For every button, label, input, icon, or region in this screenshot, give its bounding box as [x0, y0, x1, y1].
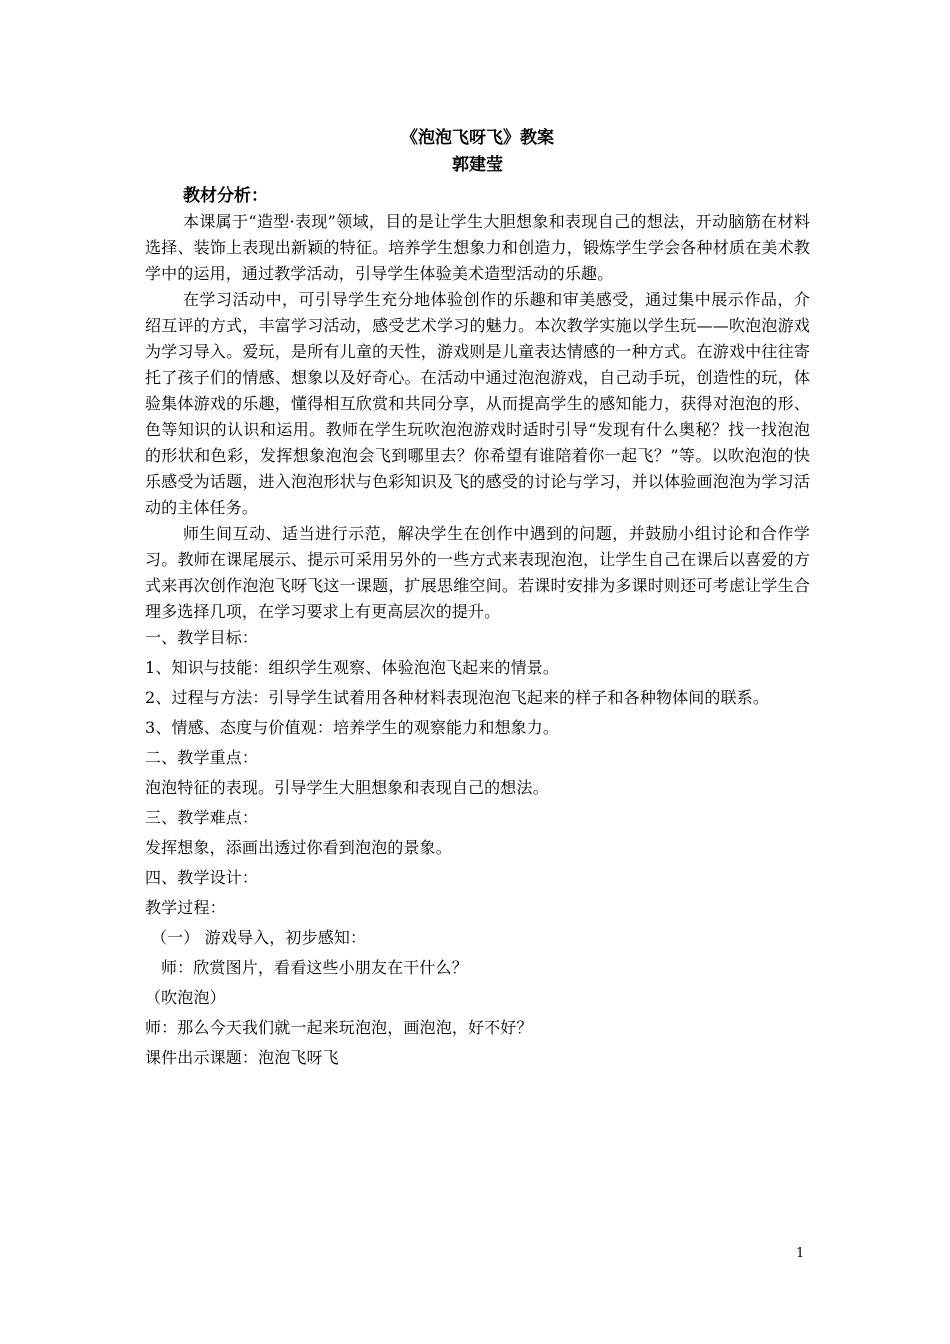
step-one-heading: （一） 游戏导入，初步感知：: [151, 928, 367, 947]
teacher-line-2: 师：那么今天我们就一起来玩泡泡，画泡泡，好不好？: [145, 1018, 533, 1037]
section-heading-goals: 一、教学目标：: [145, 628, 259, 647]
page-number: 1: [796, 1246, 805, 1261]
goal-attitude: 3、情感、态度与价值观：培养学生的观察能力和想象力。: [145, 718, 560, 737]
process-heading: 教学过程：: [145, 898, 226, 917]
key-points-text: 泡泡特征的表现。引导学生大胆想象和表现自己的想法。: [145, 778, 549, 797]
difficulties-text: 发挥想象，添画出透过你看到泡泡的景象。: [145, 838, 452, 857]
section-heading-design: 四、教学设计：: [145, 868, 259, 887]
paragraph-1: 本课属于“造型·表现”领域，目的是让学生大胆想象和表现自己的想法，开动脑筋在材料选择、装饰上表现出新颖的特征。培养学生想象力和创造力，锻炼学生学会各种材质在美术教学中的运用，通过教学活动，引导学生体验美术造型活动的乐趣。: [145, 212, 810, 283]
document-author: 郭建莹: [452, 155, 503, 175]
section-heading-difficulties: 三、教学难点：: [145, 808, 259, 827]
student-response: （吹泡泡）: [145, 988, 226, 1007]
goal-knowledge: 1、知识与技能：组织学生观察、体验泡泡飞起来的情景。: [145, 658, 560, 677]
paragraph-3: 师生间互动、适当进行示范，解决学生在创作中遇到的问题，并鼓励小组讨论和合作学习。教师在课尾展示、提示可采用另外的一些方式来表现泡泡，让学生自己在课后以喜爱的方式来再次创作泡泡飞呀飞这一课题，扩展思维空间。若课时安排为多课时则还可考虑让学生合理多选择几项，在学习要求上有更高层次的提升。: [145, 524, 810, 621]
document-body: [145, 125, 810, 1075]
document-title: 《泡泡飞呀飞》教案: [401, 128, 554, 148]
goal-process: 2、过程与方法：引导学生试着用各种材料表现泡泡飞起来的样子和各种物体间的联系。: [145, 688, 770, 707]
section-heading-analysis: 教材分析：: [183, 186, 268, 206]
courseware-title-line: 课件出示课题：泡泡飞呀飞: [145, 1048, 339, 1067]
teacher-line-1: 师：欣赏图片，看看这些小朋友在干什么？: [161, 958, 468, 977]
paragraph-2: 在学习活动中，可引导学生充分地体验创作的乐趣和审美感受，通过集中展示作品，介绍互评的方式，丰富学习活动，感受艺术学习的魅力。本次教学实施以学生玩——吹泡泡游戏为学习导入。爱玩，是所有儿童的天性，游戏则是儿童表达情感的一种方式。在游戏中往往寄托了孩子们的情感、想象以及好奇心。在活动中通过泡泡游戏，自己动手玩，创造性的玩，体验集体游戏的乐趣，懂得相互欣赏和共同分享，从而提高学生的感知能力，获得对泡泡的形、色等知识的认识和运用。教师在学生玩吹泡泡游戏时适时引导“发现有什么奥秘？找一找泡泡的形状和色彩，发挥想象泡泡会飞到哪里去？你希望有谁陪着你一起飞？”等。以吹泡泡的快乐感受为话题，进入泡泡形状与色彩知识及飞的感受的讨论与学习，并以体验画泡泡为学习活动的主体任务。: [145, 290, 810, 517]
section-heading-key-points: 二、教学重点：: [145, 748, 259, 767]
